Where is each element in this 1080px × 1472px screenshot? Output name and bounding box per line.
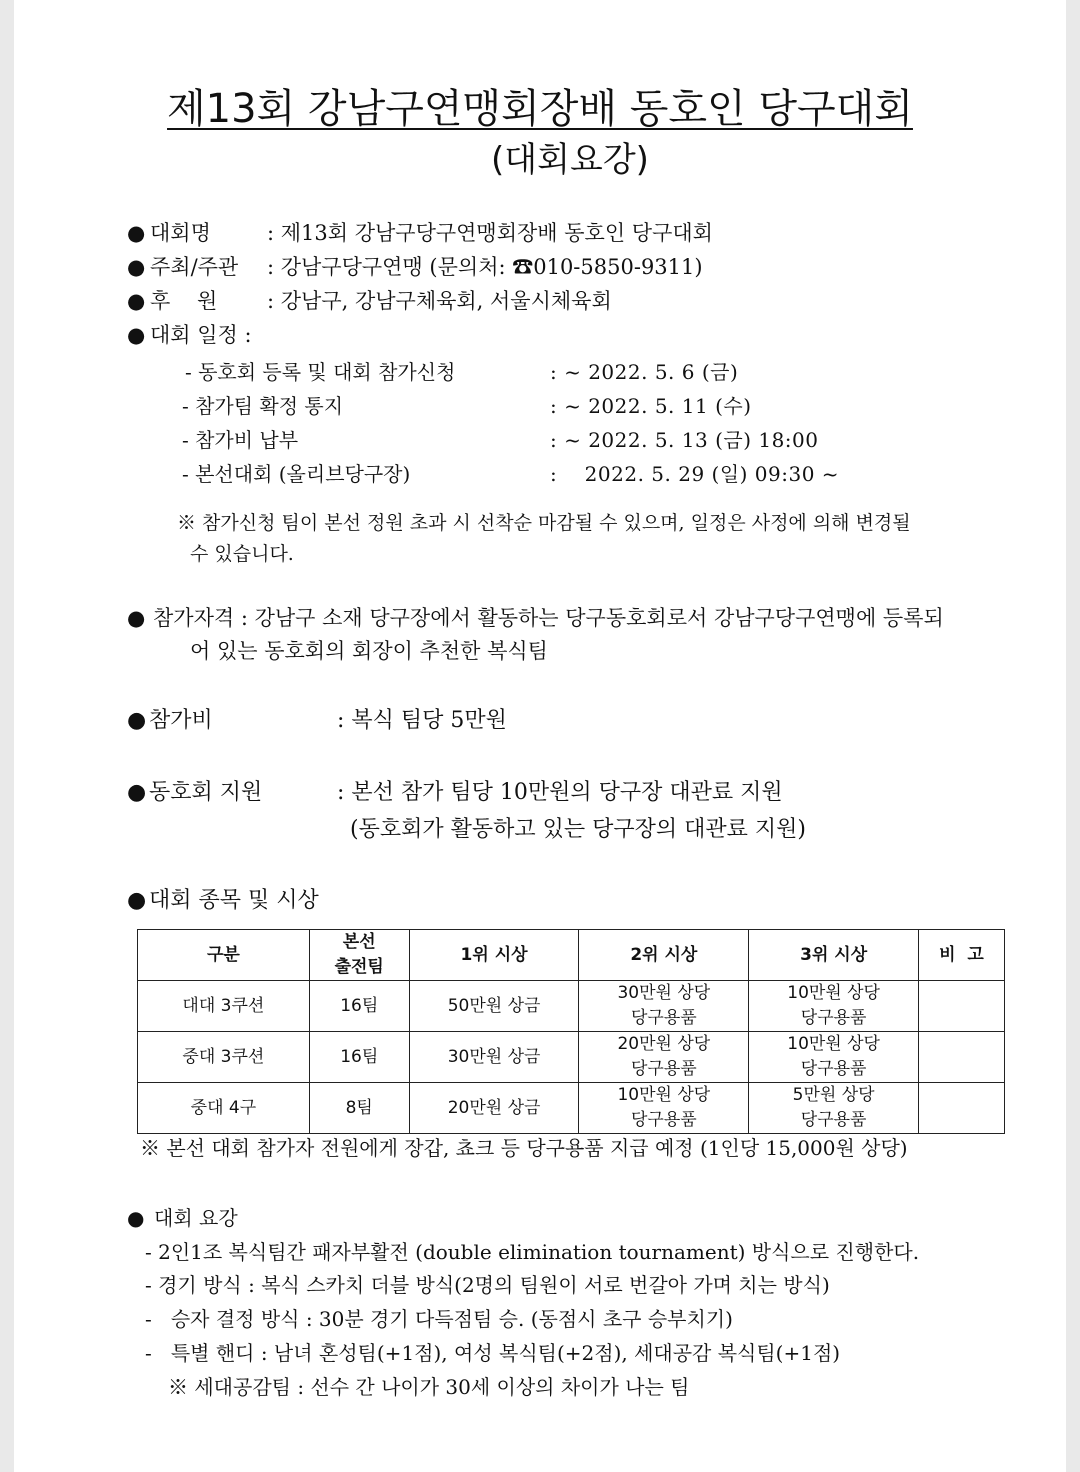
bullet-icon: ●	[127, 221, 146, 245]
fee-label: 참가비	[149, 708, 213, 733]
bullet-icon: ●	[127, 289, 146, 313]
bullet-icon: ●	[127, 323, 146, 347]
info-label: 대회 일정 :	[150, 323, 252, 347]
document-subtitle: (대회요강)	[491, 140, 649, 180]
info-row-sponsor	[127, 286, 612, 316]
bullet-icon: ●	[127, 1206, 145, 1230]
support-row	[127, 778, 783, 808]
cell-second: 30만원 상당 당구용품	[579, 981, 749, 1032]
bullet-icon: ●	[127, 708, 147, 733]
cell-second: 20만원 상당 당구용품	[579, 1032, 749, 1083]
bullet-icon: ●	[127, 606, 146, 630]
fee-row	[127, 706, 507, 736]
bullet-icon: ●	[127, 255, 146, 279]
rule-item: - 2인1조 복식팀간 패자부활전 (double elimination tournament) 방식으로 진행한다.	[145, 1240, 920, 1264]
rule-item: - 승자 결정 방식 : 30분 경기 다득점팀 승. (동점시 초구 승부치기)	[145, 1307, 733, 1331]
document-title: 제13회 강남구연맹회장배 동호인 당구대회	[167, 86, 913, 132]
info-row-name	[127, 218, 713, 248]
cell-first: 30만원 상금	[409, 1032, 579, 1083]
schedule-date: : ~ 2022. 5. 11 (수)	[550, 394, 752, 418]
cell-first: 20만원 상금	[409, 1083, 579, 1134]
info-row-host	[127, 252, 703, 282]
schedule-date: : ~ 2022. 5. 6 (금)	[550, 360, 739, 384]
cell-teams: 16팀	[309, 1032, 409, 1083]
rules-heading	[127, 1203, 238, 1233]
col-header-third: 3위 시상	[749, 930, 919, 981]
info-value: : 강남구, 강남구체육회, 서울시체육회	[267, 289, 612, 313]
rule-item: - 경기 방식 : 복식 스카치 더블 방식(2명의 팀원이 서로 번갈아 가며 치는 방식)	[145, 1273, 830, 1297]
support-cont: (동호회가 활동하고 있는 당구장의 대관료 지원)	[350, 817, 806, 842]
schedule-item: - 참가비 납부	[182, 428, 299, 452]
events-heading	[127, 886, 319, 916]
schedule-date: : ~ 2022. 5. 13 (금) 18:00	[550, 428, 819, 452]
rule-note: ※ 세대공감팀 : 선수 간 나이가 30세 이상의 차이가 나는 팀	[168, 1375, 690, 1399]
table-row	[138, 981, 1005, 1032]
cell-third: 10만원 상당 당구용품	[749, 1032, 919, 1083]
info-label: 후 원	[150, 289, 218, 313]
table-row	[138, 1083, 1005, 1134]
schedule-date: : 2022. 5. 29 (일) 09:30 ~	[550, 462, 840, 486]
schedule-item: - 참가팀 확정 통지	[182, 394, 344, 418]
col-header-note: 비 고	[919, 930, 1005, 981]
prize-table	[137, 929, 1005, 1134]
cell-category: 중대 3쿠션	[138, 1032, 310, 1083]
info-label: 대회명	[150, 221, 211, 245]
cell-teams: 16팀	[309, 981, 409, 1032]
info-value: : 제13회 강남구당구연맹회장배 동호인 당구대회	[267, 221, 713, 245]
info-value: : 강남구당구연맹 (문의처: ☎010-5850-9311)	[267, 255, 703, 279]
cell-note	[919, 981, 1005, 1032]
cell-second: 10만원 상당 당구용품	[579, 1083, 749, 1134]
table-note: ※ 본선 대회 참가자 전원에게 장갑, 쵸크 등 당구용품 지급 예정 (1인당 15,000원 상당)	[140, 1136, 908, 1160]
schedule-note-cont: 수 있습니다.	[190, 543, 294, 565]
schedule-item: - 동호회 등록 및 대회 참가신청	[185, 360, 456, 384]
support-label: 동호회 지원	[149, 780, 263, 805]
cell-teams: 8팀	[309, 1083, 409, 1134]
col-header-second: 2위 시상	[579, 930, 749, 981]
cell-note	[919, 1032, 1005, 1083]
col-header-first: 1위 시상	[409, 930, 579, 981]
col-header-teams: 본선 출전팀	[309, 930, 409, 981]
eligibility-row	[127, 603, 944, 633]
eligibility-text: 참가자격 : 강남구 소재 당구장에서 활동하는 당구동호회로서 강남구당구연맹에 등록되	[153, 606, 944, 630]
cell-note	[919, 1083, 1005, 1134]
cell-first: 50만원 상금	[409, 981, 579, 1032]
col-header-category: 구분	[138, 930, 310, 981]
cell-third: 5만원 상당 당구용품	[749, 1083, 919, 1134]
bullet-icon: ●	[127, 888, 147, 913]
fee-value: : 복식 팀당 5만원	[337, 708, 507, 733]
schedule-item: - 본선대회 (올리브당구장)	[182, 462, 411, 486]
bullet-icon: ●	[127, 780, 147, 805]
table-header-row	[138, 930, 1005, 981]
schedule-note: ※ 참가신청 팀이 본선 정원 초과 시 선착순 마감될 수 있으며, 일정은 사정에 의해 변경될	[177, 512, 911, 534]
cell-category: 중대 4구	[138, 1083, 310, 1134]
cell-third: 10만원 상당 당구용품	[749, 981, 919, 1032]
support-value: : 본선 참가 팀당 10만원의 당구장 대관료 지원	[337, 780, 783, 805]
info-label: 주최/주관	[150, 255, 239, 279]
events-heading-text: 대회 종목 및 시상	[149, 888, 319, 913]
info-row-schedule	[127, 320, 252, 350]
cell-category: 대대 3쿠션	[138, 981, 310, 1032]
eligibility-cont: 어 있는 동호회의 회장이 추천한 복식팀	[190, 639, 548, 663]
rules-heading-text: 대회 요강	[154, 1206, 238, 1230]
table-row	[138, 1032, 1005, 1083]
rule-item: - 특별 핸디 : 남녀 혼성팀(+1점), 여성 복식팀(+2점), 세대공감 복식팀(+1점)	[145, 1341, 841, 1365]
